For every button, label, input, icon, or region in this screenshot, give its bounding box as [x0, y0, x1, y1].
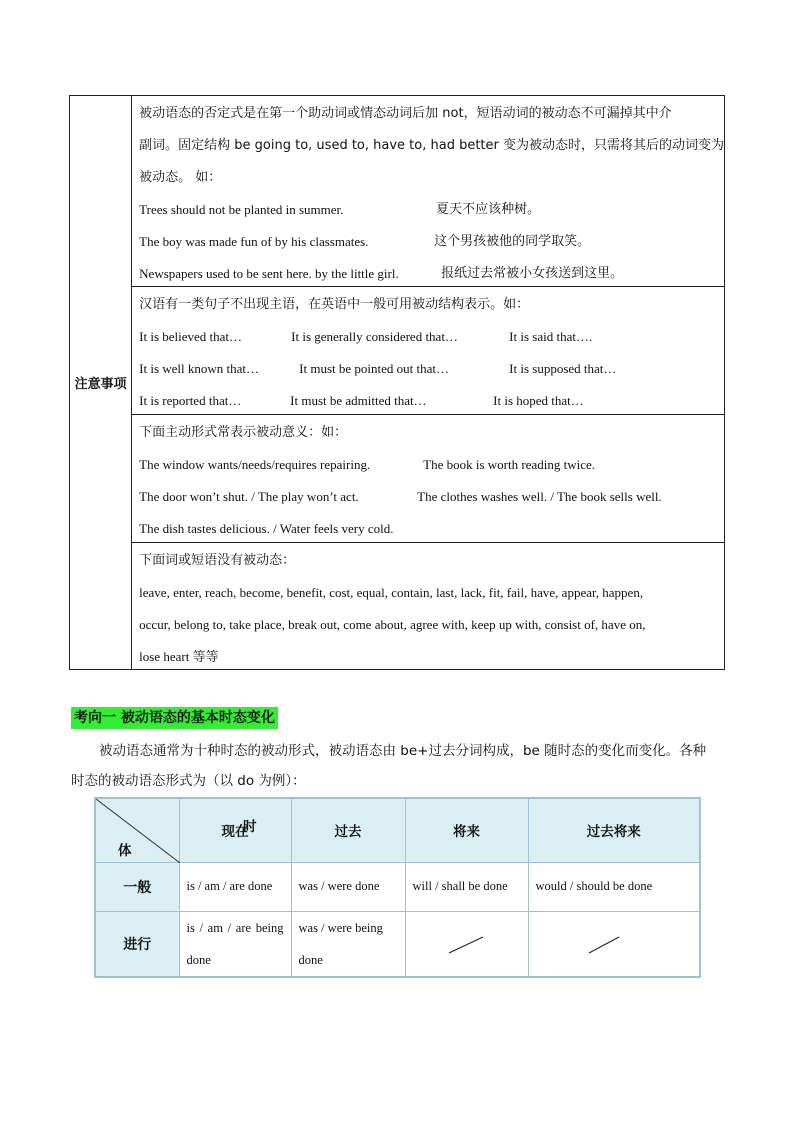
- example-en: Newspapers used to be sent here. by the little girl.: [139, 266, 399, 281]
- row-header: 进行: [95, 911, 179, 977]
- phrase: It must be pointed out that…: [299, 361, 449, 376]
- corner-bottom-label: 体: [118, 843, 132, 859]
- empty-cell: [528, 911, 700, 977]
- example-cn: 这个男孩被他的同学取笑。: [434, 234, 591, 249]
- word-list-line: lose heart 等等: [139, 649, 219, 664]
- notes-section-it-structure: [132, 287, 724, 415]
- phrase-row: [139, 321, 724, 353]
- tense-table: [94, 797, 701, 978]
- column-header: 过去: [291, 798, 405, 862]
- example-row: [139, 226, 724, 258]
- table-cell: would / should be done: [528, 862, 700, 911]
- phrase: It is said that….: [509, 329, 593, 344]
- note-line: 被动态。 如：: [139, 170, 222, 185]
- table-cell: will / shall be done: [405, 862, 528, 911]
- word-list-line: leave, enter, reach, become, benefit, cost, equal, contain, last, lack, fit, fail, have, appear, happen,: [139, 585, 644, 600]
- example: The dish tastes delicious. / Water feels very cold.: [139, 521, 394, 536]
- slash-mark: [529, 912, 701, 976]
- section-heading: 考向一 被动语态的基本时态变化: [71, 707, 278, 729]
- phrase: It is believed that…: [139, 329, 243, 344]
- intro-line-1: 被动语态通常为十种时态的被动形式，被动语态由 be+过去分词构成，be 随时态的变化而变化。各种: [99, 743, 707, 759]
- phrase-row: [139, 385, 724, 417]
- notes-section-active-passive: [132, 415, 724, 543]
- diagonal-line: [96, 799, 180, 863]
- table-cell: was / were being done: [291, 911, 405, 977]
- column-header: 现在: [179, 798, 291, 862]
- example-cn: 夏天不应该种树。: [436, 202, 541, 217]
- notes-table: [69, 95, 725, 670]
- example: The window wants/needs/requires repairing.: [139, 457, 371, 472]
- phrase: It is well known that…: [139, 361, 260, 376]
- notes-section-negative: [132, 96, 724, 287]
- example: The clothes washes well. / The book sells well.: [417, 489, 662, 504]
- example: The book is worth reading twice.: [423, 457, 595, 472]
- row-header: 一般: [95, 862, 179, 911]
- example-row: [139, 481, 724, 513]
- phrase: It must be admitted that…: [290, 393, 427, 408]
- slash-mark: [406, 912, 529, 976]
- column-header: 过去将来: [528, 798, 700, 862]
- example-cn: 报纸过去常被小女孩送到这里。: [441, 266, 624, 281]
- notes-header: 注意事项: [70, 96, 132, 669]
- example-en: The boy was made fun of by his classmates.: [139, 234, 369, 249]
- phrase: It is reported that…: [139, 393, 242, 408]
- column-header: 将来: [405, 798, 528, 862]
- phrase: It is supposed that…: [509, 361, 617, 376]
- phrase-row: [139, 353, 724, 385]
- example-en: Trees should not be planted in summer.: [139, 202, 344, 217]
- phrase: It is generally considered that…: [291, 329, 458, 344]
- note-line: 下面词或短语没有被动态：: [139, 553, 296, 568]
- table-cell: is / am / are done: [179, 862, 291, 911]
- example-row: [139, 194, 724, 226]
- example: The door won’t shut. / The play won’t act.: [139, 489, 359, 504]
- example-row: [139, 513, 724, 545]
- example-row: [139, 258, 724, 290]
- table-cell: is / am / are being done: [179, 911, 291, 977]
- intro-line-2: 时态的被动语态形式为（以 do 为例）：: [71, 773, 306, 789]
- note-line: 下面主动形式常表示被动意义：如：: [139, 425, 348, 440]
- corner-top-label: 时: [243, 819, 257, 835]
- example-row: [139, 449, 724, 481]
- note-line: 被动语态的否定式是在第一个助动词或情态动词后加 not，短语动词的被动态不可漏掉其中介: [139, 106, 672, 121]
- phrase: It is hoped that…: [493, 393, 584, 408]
- notes-section-no-passive: [132, 543, 724, 673]
- empty-cell: [405, 911, 528, 977]
- note-line: 汉语有一类句子不出现主语，在英语中一般可用被动结构表示。如：: [139, 297, 530, 312]
- note-line: 副词。固定结构 be going to, used to, have to, had better 变为被动态时，只需将其后的动词变为: [139, 138, 724, 153]
- word-list-line: occur, belong to, take place, break out, come about, agree with, keep up with, consist of, have on,: [139, 617, 646, 632]
- table-cell: was / were done: [291, 862, 405, 911]
- notes-body: [132, 96, 724, 669]
